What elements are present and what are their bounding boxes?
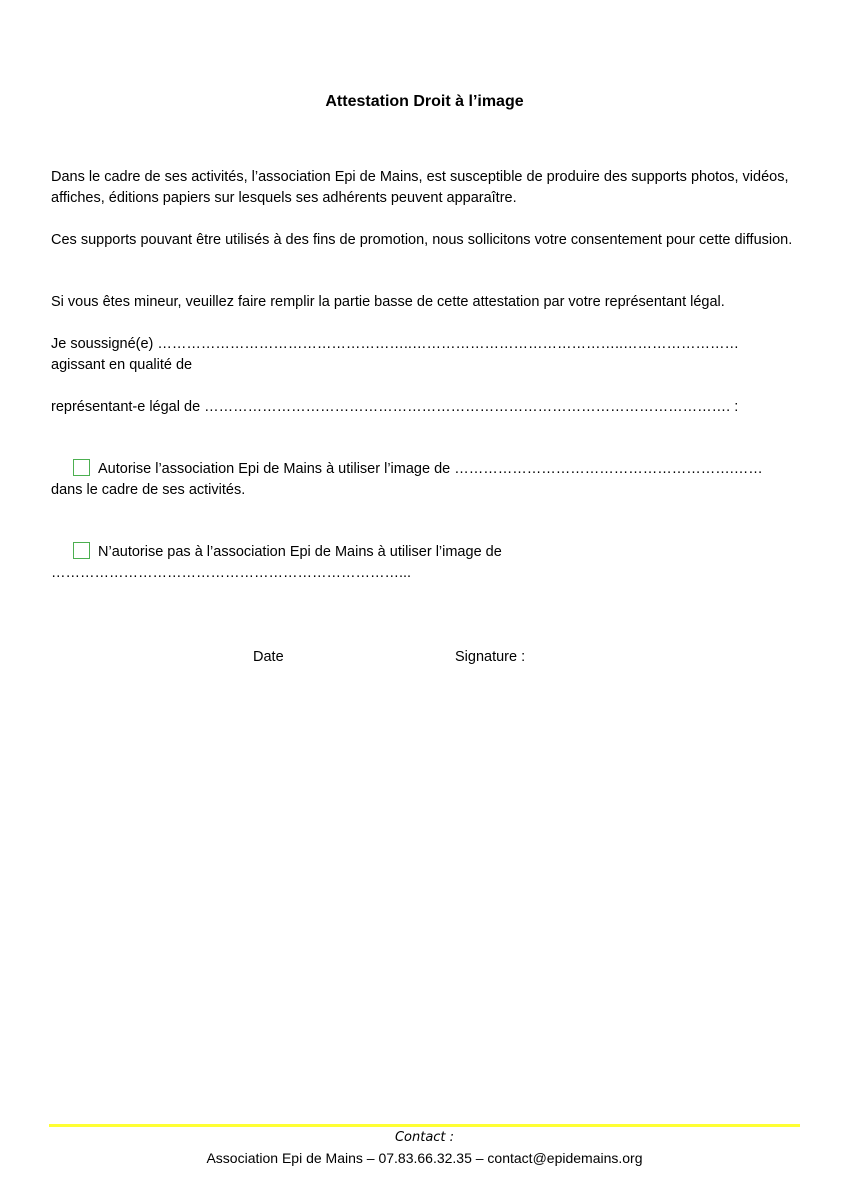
not-authorize-checkbox[interactable] [73, 542, 90, 559]
intro-paragraph: Dans le cadre de ses activités, l’association Epi de Mains, est susceptible de produire des supports photos, vidéos, affiches, éditions papiers sur lesquels ses adhérents peuvent apparaître. [51, 169, 789, 206]
promotion-paragraph: Ces supports pouvant être utilisés à des fins de promotion, nous sollicitons votre consentement pour cette diffusion. [51, 232, 793, 248]
footer-contact-details: Association Epi de Mains – 07.83.66.32.35 – contact@epidemains.org [206, 1150, 643, 1166]
date-label: Date [253, 649, 284, 665]
authorize-option-label: Autorise l’association Epi de Mains à utiliser l’image de ………………………………………………….…… dans le cadre de ses activités. [51, 461, 763, 498]
authorize-option [51, 459, 796, 501]
not-authorize-option-label: N’autorise pas à l’association Epi de Mains à utiliser l’image de ………………………………………………………………... [51, 544, 502, 581]
undersigned-field-line: Je soussigné(e) ……………………………………………..……………………………………..…………………… agissant en qualité de [51, 336, 739, 373]
document-title: Attestation Droit à l’image [325, 93, 524, 110]
not-authorize-option [51, 542, 796, 584]
footer-contact-label: Contact : [394, 1130, 455, 1145]
footer-divider [49, 1124, 800, 1127]
signature-label: Signature : [455, 649, 526, 665]
legal-representative-field-line: représentant-e légal de ………………………………………………………………………………………………. : [51, 399, 739, 415]
minor-notice-paragraph: Si vous êtes mineur, veuillez faire remplir la partie basse de cette attestation par votre représentant légal. [51, 294, 725, 310]
authorize-checkbox[interactable] [73, 459, 90, 476]
